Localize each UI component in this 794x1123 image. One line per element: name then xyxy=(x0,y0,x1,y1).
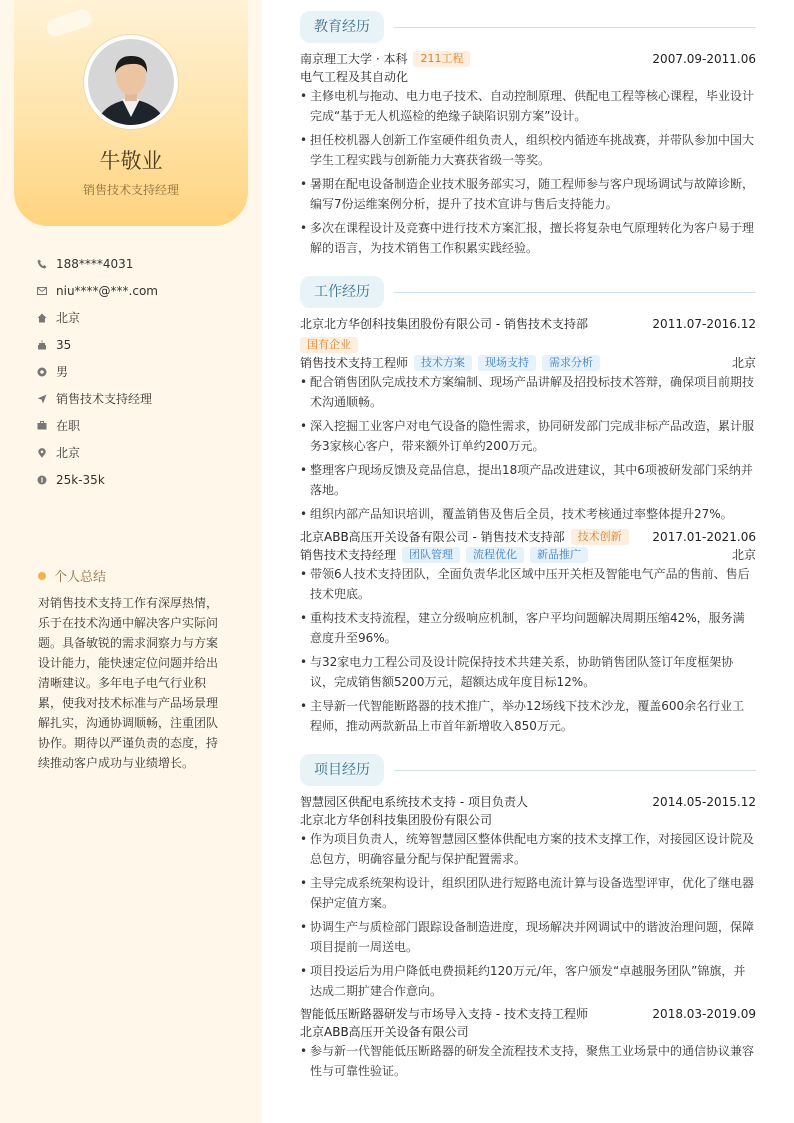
decoration xyxy=(44,7,93,38)
list-item: • 主导新一代智能断路器的技术推广，举办12场线下技术沙龙，覆盖600余名行业工程师，推动两款新品上市首年新增收入850万元。 xyxy=(300,699,745,733)
summary-text: 对销售技术支持工作有深厚热情，乐于在技术沟通中解决客户实际问题。具备敏锐的需求洞察力与方案设计能力，能快速定位问题并给出清晰建议。多年电子电气行业积累，使我对技术标准与产品场景理解扎实，沟通协调顺畅，注重团队协作。期待以严谨负责的态度，持续推动客户成功与业绩增长。 xyxy=(38,596,219,770)
project-org: 北京北方华创科技集团股份有限公司 xyxy=(300,813,493,827)
list-item: • 参与新一代智能低压断路器的研发全流程技术支持，聚焦工业场景中的通信协议兼容性与可靠性验证。 xyxy=(300,1044,755,1078)
location-icon xyxy=(36,447,48,459)
briefcase-icon xyxy=(36,420,48,432)
contact-info xyxy=(36,250,246,493)
info-status: 在职 xyxy=(36,412,246,439)
candidate-name: 牛敬业 xyxy=(99,149,163,173)
divider xyxy=(394,770,756,771)
project-period: 2014.05-2015.12 xyxy=(652,795,756,809)
cake-icon xyxy=(36,339,48,351)
list-item: • 重构技术支持流程，建立分级响应机制，客户平均问题解决周期压缩42%，服务满意度升至96%。 xyxy=(300,611,745,645)
skill-tag: 技术方案 xyxy=(414,355,472,371)
skill-tag: 流程优化 xyxy=(466,547,524,563)
phone-icon xyxy=(36,258,48,270)
skill-tag: 团队管理 xyxy=(402,547,460,563)
major: 电气工程及其自动化 xyxy=(300,70,409,84)
info-phone: 188****4031 xyxy=(36,250,246,277)
project-org: 北京ABB高压开关设备有限公司 xyxy=(300,1025,469,1039)
work-section-heading xyxy=(300,276,756,308)
job-period: 2011.07-2016.12 xyxy=(652,317,756,331)
school-tag: 211工程 xyxy=(413,51,470,67)
education-section-heading xyxy=(300,11,756,43)
section-title: 教育经历 xyxy=(300,11,384,43)
salary-icon xyxy=(36,474,48,486)
education-period: 2007.09-2011.06 xyxy=(652,52,756,66)
education-header xyxy=(300,50,756,68)
avatar xyxy=(84,35,178,129)
list-item: • 与32家电力工程公司及设计院保持技术共建关系，协助销售团队签订年度框架协议，完成销售额5200万元，超额达成年度目标12%。 xyxy=(300,655,734,689)
list-item: • 组织内部产品知识培训，覆盖销售及售后全员，技术考核通过率整体提升27%。 xyxy=(300,507,733,521)
section-title: 工作经历 xyxy=(300,276,384,308)
skill-tag: 需求分析 xyxy=(542,355,600,371)
candidate-role: 销售技术支持经理 xyxy=(82,183,179,197)
company-tag: 技术创新 xyxy=(571,529,629,545)
list-item: • 主导完成系统架构设计，组织团队进行短路电流计算与设备选型评审，优化了继电器保护定值方案。 xyxy=(300,876,755,910)
info-salary: 25k-35k xyxy=(36,466,246,493)
list-item: • 协调生产与质检部门跟踪设备制造进度，现场解决并网调试中的谐波治理问题，保障项目提前一周送电。 xyxy=(300,920,755,954)
project-header xyxy=(300,793,756,811)
project-period: 2018.03-2019.09 xyxy=(652,1007,756,1021)
send-icon xyxy=(36,393,48,405)
position: 销售技术支持工程师 xyxy=(300,356,409,370)
position: 销售技术支持经理 xyxy=(300,548,397,562)
home-icon xyxy=(36,312,48,324)
job-header xyxy=(300,315,756,333)
company: 北京北方华创科技集团股份有限公司 - 销售技术支持部 xyxy=(300,317,588,331)
company: 北京ABB高压开关设备有限公司 - 销售技术支持部 xyxy=(300,530,565,544)
project-name: 智慧园区供配电系统技术支持 - 项目负责人 xyxy=(300,795,528,809)
info-email: niu****@***.com xyxy=(36,277,246,304)
project-name: 智能低压断路器研发与市场导入支持 - 技术支持工程师 xyxy=(300,1007,588,1021)
divider xyxy=(394,292,756,293)
project-header xyxy=(300,1005,756,1023)
info-location: 北京 xyxy=(36,439,246,466)
divider xyxy=(394,27,756,28)
list-item: • 主修电机与拖动、电力电子技术、自动控制原理、供配电工程等核心课程，毕业设计完成“基于无人机巡检的绝缘子缺陷识别方案”设计。 xyxy=(300,89,755,123)
job-city: 北京 xyxy=(731,356,756,370)
job-header xyxy=(300,528,756,546)
list-item: • 整理客户现场反馈及竞品信息，提出18项产品改进建议，其中6项被研发部门采纳并落地。 xyxy=(300,463,753,497)
gender-icon xyxy=(36,366,48,378)
job-period: 2017.01-2021.06 xyxy=(652,530,756,544)
list-item: • 带领6人技术支持团队，全面负责华北区域中压开关柜及智能电气产品的售前、售后技术兜底。 xyxy=(300,567,750,601)
list-item: • 深入挖掘工业客户对电气设备的隐性需求，协同研发部门完成非标产品改造，累计服务3家核心客户，带来额外订单约200万元。 xyxy=(300,419,755,453)
position-row xyxy=(300,546,756,564)
info-home: 北京 xyxy=(36,304,246,331)
info-age: 35 xyxy=(36,331,246,358)
list-item: • 多次在课程设计及竞赛中进行技术方案汇报，擅长将复杂电气原理转化为客户易于理解的语言，为技术销售工作积累实践经验。 xyxy=(300,221,755,255)
skill-tag: 新品推广 xyxy=(530,547,588,563)
list-item: • 作为项目负责人，统筹智慧园区整体供配电方案的技术支撑工作，对接园区设计院及总包方，明确容量分配与保护配置需求。 xyxy=(300,832,755,866)
school: 南京理工大学 · 本科 xyxy=(300,52,408,66)
position-row xyxy=(300,354,756,372)
section-title: 项目经历 xyxy=(300,754,384,786)
job-city: 北京 xyxy=(731,548,756,562)
bullet-dot-icon xyxy=(38,572,46,580)
summary-heading: 个人总结 xyxy=(38,566,106,585)
info-target-role: 销售技术支持经理 xyxy=(36,385,246,412)
projects-section-heading xyxy=(300,754,756,786)
company-tag: 国有企业 xyxy=(300,337,358,353)
list-item: • 担任校机器人创新工作室硬件组负责人，组织校内循迹车挑战赛，并带队参加中国大学生工程实践与创新能力大赛获省级一等奖。 xyxy=(300,133,755,167)
list-item: • 暑期在配电设备制造企业技术服务部实习，随工程师参与客户现场调试与故障诊断，编写7份运维案例分析，提升了技术宣讲与售后支持能力。 xyxy=(300,177,755,211)
skill-tag: 现场支持 xyxy=(478,355,536,371)
sidebar xyxy=(0,0,262,1123)
company-tag-row xyxy=(300,336,756,354)
list-item: • 项目投运后为用户降低电费损耗约120万元/年，客户颁发“卓越服务团队”锦旗，并达成二期扩建合作意向。 xyxy=(300,964,746,998)
info-gender: 男 xyxy=(36,358,246,385)
mail-icon xyxy=(36,285,48,297)
list-item: • 配合销售团队完成技术方案编制、现场产品讲解及招投标技术答辩，确保项目前期技术沟通顺畅。 xyxy=(300,375,755,409)
